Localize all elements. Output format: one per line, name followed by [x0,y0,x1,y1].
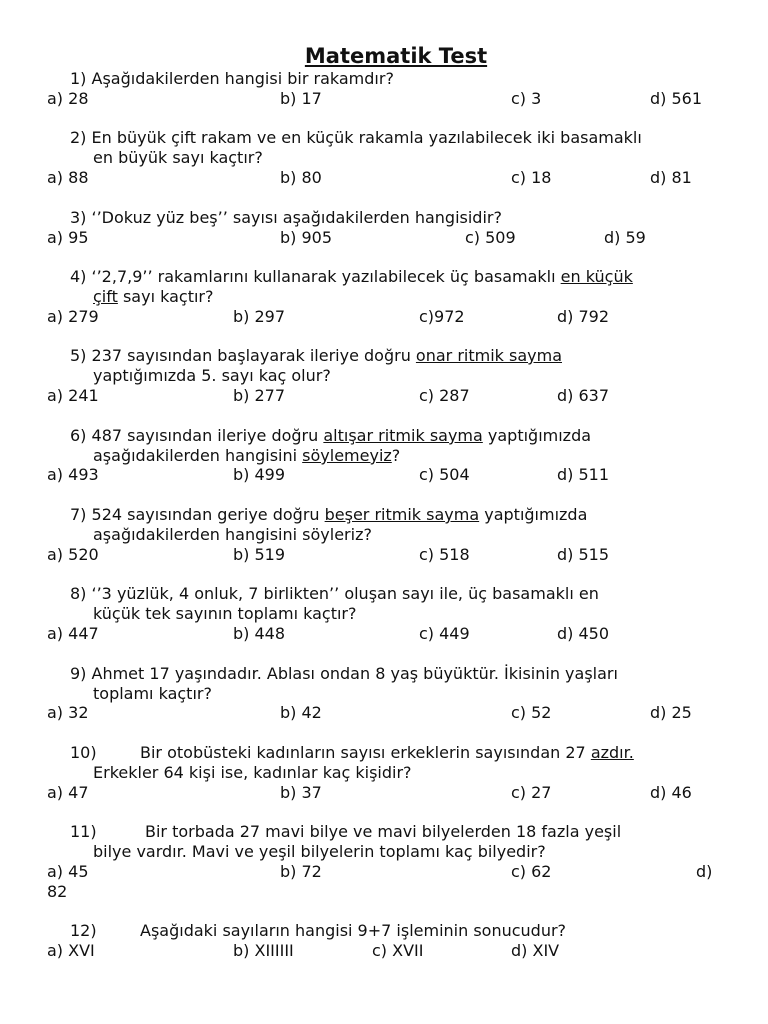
option-c: c) 287 [419,386,470,405]
question-text-part: ? [391,446,401,465]
option-a: a) XVI [47,941,95,960]
option-b: b) 297 [233,307,286,326]
underlined-phrase: en küçük [560,267,633,286]
option-c: c) 3 [511,89,542,108]
option-c: c) 62 [511,862,552,881]
option-c: c) 52 [511,703,552,722]
option-a: a) 47 [47,783,89,802]
option-a: a) 32 [47,703,89,722]
option-b: b) 37 [280,783,322,802]
option-b: b) 42 [280,703,322,722]
option-b: b) 905 [280,228,333,247]
option-a: a) 279 [47,307,99,326]
option-b: b) 519 [233,545,286,564]
option-c: c)972 [419,307,465,326]
question-text [70,346,562,366]
question-text-continued: küçük tek sayının toplamı kaçtır? [93,604,357,623]
question-text-part: 5) 237 sayısından başlayarak ileriye doğru [70,346,416,365]
option-d: d) 25 [650,703,692,722]
option-c: c) 518 [419,545,470,564]
option-b: b) 80 [280,168,322,187]
question-text: 8) ‘’3 yüzlük, 4 onluk, 7 birlikten’’ oluşan sayı ile, üç basamaklı en [70,584,599,603]
question-number: 12) [70,921,97,940]
underlined-phrase: onar ritmik sayma [415,346,562,365]
option-c: c) 504 [419,465,470,484]
option-d: d) 561 [650,89,703,108]
question-text-part: yaptığımızda [482,426,592,445]
option-a: a) 493 [47,465,99,484]
question-text-part: aşağıdakilerden hangisini [93,446,303,465]
option-d: d) 792 [557,307,610,326]
question-text: 2) En büyük çift rakam ve en küçük rakamla yazılabilecek iki basamaklı [70,128,642,147]
question-text-part: yaptığımızda [479,505,588,524]
question-text: 1) Aşağıdakilerden hangisi bir rakamdır? [70,69,394,88]
underlined-phrase: altışar ritmik sayma [323,426,483,445]
question-text: Aşağıdaki sayıların hangisi 9+7 işleminin sonucudur? [140,921,567,940]
option-d: d) 81 [650,168,692,187]
option-d: d) XIV [511,941,560,960]
question-text-part: 4) ‘’2,7,9’’ rakamlarını kullanarak yazılabilecek üç basamaklı [70,267,561,286]
underlined-phrase: beşer ritmik sayma [324,505,480,524]
option-a: a) 45 [47,862,89,881]
question-text: 3) ‘’Dokuz yüz beş’’ sayısı aşağıdakilerden hangisidir? [70,208,502,227]
option-d: d) 511 [557,465,610,484]
question-text-continued: yaptığımızda 5. sayı kaç olur? [93,366,331,385]
option-a: a) 447 [47,624,99,643]
option-a: a) 241 [47,386,99,405]
question-text-continued: Erkekler 64 kişi ise, kadınlar kaç kişidir? [93,763,412,782]
underlined-phrase: çift [93,287,118,306]
option-a: a) 28 [47,89,89,108]
option-a: a) 520 [47,545,99,564]
option-d: d) 59 [604,228,646,247]
option-c: c) 509 [465,228,516,247]
option-d-value: 82 [47,882,68,901]
question-text-continued [93,287,213,307]
underlined-phrase: söylemeyiz [302,446,392,465]
option-b: b) 17 [280,89,322,108]
question-text-continued: en büyük sayı kaçtır? [93,148,263,167]
question-text-continued [93,446,400,466]
question-text-part: 7) 524 sayısından geriye doğru [70,505,325,524]
question-text-continued: aşağıdakilerden hangisini söyleriz? [93,525,372,544]
question-text-part: sayı kaçtır? [117,287,214,306]
option-a: a) 88 [47,168,89,187]
question-text [70,267,633,287]
option-c: c) 27 [511,783,552,802]
underlined-phrase: azdır. [590,743,634,762]
question-text-continued: toplamı kaçtır? [93,684,212,703]
question-text: 9) Ahmet 17 yaşındadır. Ablası ondan 8 yaş büyüktür. İkisinin yaşları [70,664,618,683]
question-text [70,426,591,446]
question-number: 11) [70,822,97,841]
option-d: d) 637 [557,386,610,405]
option-b: b) 277 [233,386,286,405]
option-d: d) [696,862,713,881]
option-d: d) 450 [557,624,610,643]
option-b: b) 499 [233,465,286,484]
option-c: c) XVII [372,941,424,960]
question-text [70,505,587,525]
option-a: a) 95 [47,228,89,247]
question-text-part: 6) 487 sayısından ileriye doğru [70,426,324,445]
option-b: b) 448 [233,624,286,643]
option-b: b) XIIIIII [233,941,294,960]
option-c: c) 18 [511,168,552,187]
question-text: Bir torbada 27 mavi bilye ve mavi bilyelerden 18 fazla yeşil [145,822,622,841]
question-text [140,743,634,763]
question-text-part: Bir otobüsteki kadınların sayısı erkeklerin sayısından 27 [140,743,591,762]
option-d: d) 515 [557,545,610,564]
question-text-continued: bilye vardır. Mavi ve yeşil bilyelerin toplamı kaç bilyedir? [93,842,546,861]
question-number: 10) [70,743,97,762]
page-title: Matematik Test [304,44,488,68]
option-d: d) 46 [650,783,692,802]
option-c: c) 449 [419,624,470,643]
option-b: b) 72 [280,862,322,881]
